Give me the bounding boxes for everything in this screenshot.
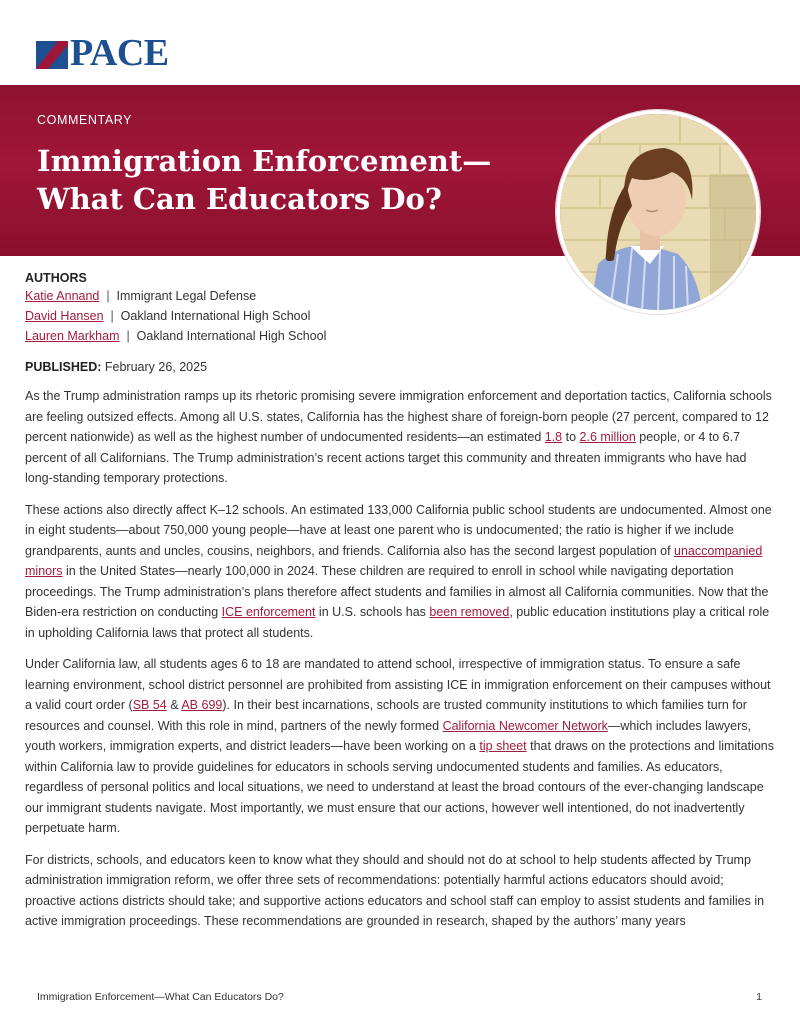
author-org: Oakland International High School — [120, 309, 311, 323]
author-item: Lauren Markham | Oakland International High School — [25, 329, 327, 343]
article-content — [25, 270, 775, 932]
paragraph-text: These actions also directly affect K–12 schools. An estimated 133,000 California public school students are undocumented. Almost one in eight students—about 750,000 young people—have at least one parent who is undocumented; the ratio is higher if we include grandparents, aunts and uncles, cousins, neighbors, and friends. California also has the second largest population of — [25, 502, 772, 558]
author-item: David Hansen | Oakland International High School — [25, 309, 311, 323]
link-sb-54[interactable]: SB 54 — [132, 698, 167, 712]
pace-logo-mark-icon — [36, 37, 68, 69]
link-1-8[interactable]: 1.8 — [544, 430, 563, 444]
article-title: Immigration Enforcement—What Can Educators Do? — [37, 144, 492, 216]
link-unaccompanied-minors[interactable]: unaccompanied minors — [25, 543, 763, 578]
paragraph-text: & — [166, 698, 182, 712]
paragraph-1 — [25, 386, 775, 489]
author-link-lauren-markham[interactable]: Lauren Markham — [25, 329, 120, 343]
paragraph-text: , public education institutions play a critical role in upholding California laws that protect all students. — [25, 605, 770, 640]
published-label: PUBLISHED: — [25, 360, 102, 374]
paragraph-4 — [25, 850, 775, 932]
paragraph-text: Under California law, all students ages 6 to 18 are mandated to attend school, irrespective of immigration status. To ensure a safe learning environment, school district personnel are prohibited from assisting ICE in immigration enforcement on their campuses without a valid court order ( — [25, 657, 771, 712]
paragraph-text: As the Trump administration ramps up its rhetoric promising severe immigration enforcement and deportation tactics, California schools are feeling outsized effects. Among all U.S. states, California has the highest share of foreign-born people (27 percent, compared to 12 percent nationwide) as well as the highest number of undocumented residents—an estimated — [25, 389, 772, 444]
author-org: Oakland International High School — [136, 329, 327, 343]
paragraph-2 — [25, 500, 775, 644]
article-category-label: COMMENTARY — [37, 113, 133, 127]
link-california-newcomer-network[interactable]: California Newcomer Network — [442, 718, 608, 733]
pace-logo — [36, 32, 169, 74]
paragraph-text: in the United States—nearly 100,000 in 2024. These children are required to enroll in school while navigating deportation proceedings. The Trump administration’s plans therefore affect students and families in almost all California communities. Now that the Biden-era restriction on conducting — [25, 564, 769, 619]
page-number: 1 — [756, 991, 762, 1003]
link-2-6-million[interactable]: 2.6 million — [579, 430, 636, 444]
paragraph-text: that draws on the protections and limitations within California law to provide guidelines for educators in schools serving undocumented students and families. As educators, regardless of personal politics and local situations, we need to understand at least the broad contours of the ever-changing landscape our immigrant students navigate. Most importantly, we must ensure that our actions, however well intentioned, do not inadvertently perpetuate harm. — [25, 739, 775, 835]
authors-heading: AUTHORS — [25, 271, 87, 285]
paragraph-text: to — [562, 430, 580, 444]
author-item: Katie Annand | Immigrant Legal Defense — [25, 289, 257, 303]
paragraph-3 — [25, 654, 775, 839]
author-org: Immigrant Legal Defense — [116, 289, 257, 303]
paragraph-text: in U.S. schools has — [315, 605, 430, 619]
published-date-value: February 26, 2025 — [104, 360, 208, 374]
link-ab-699[interactable]: AB 699 — [181, 698, 223, 712]
paragraph-text: For districts, schools, and educators keen to know what they should and should not do at school to help students affected by Trump administration immigration reform, we offer three sets of recommendations: potentially harmful actions educators should avoid; proactive actions districts should take; and supportive actions educators and school staff can employ to assist students and families in active immigration proceedings. These recommendations are grounded in research, shaped by the authors’ many years — [25, 852, 765, 928]
author-link-david-hansen[interactable]: David Hansen — [25, 309, 104, 323]
published-date — [25, 358, 775, 376]
link-tip-sheet[interactable]: tip sheet — [479, 739, 527, 753]
paragraph-text: —which includes lawyers, youth workers, immigration experts, and district leaders—have been working on a — [25, 718, 751, 753]
author-link-katie-annand[interactable]: Katie Annand — [25, 289, 100, 303]
link-been-removed[interactable]: been removed — [429, 605, 510, 619]
paragraph-text: ). In their best incarnations, schools are trusted community institutions to which families turn for resources and counsel. With this role in mind, partners of the newly formed — [25, 698, 747, 733]
link-ice-enforcement[interactable]: ICE enforcement — [221, 605, 316, 619]
footer-title: Immigration Enforcement—What Can Educators Do? — [37, 991, 284, 1003]
pace-logo-text: PACE — [70, 32, 169, 74]
paragraph-text: people, or 4 to 6.7 percent of all Californians. The Trump administration’s recent actions target this community and threaten immigrants who have had long-standing temporary protections. — [25, 430, 747, 485]
